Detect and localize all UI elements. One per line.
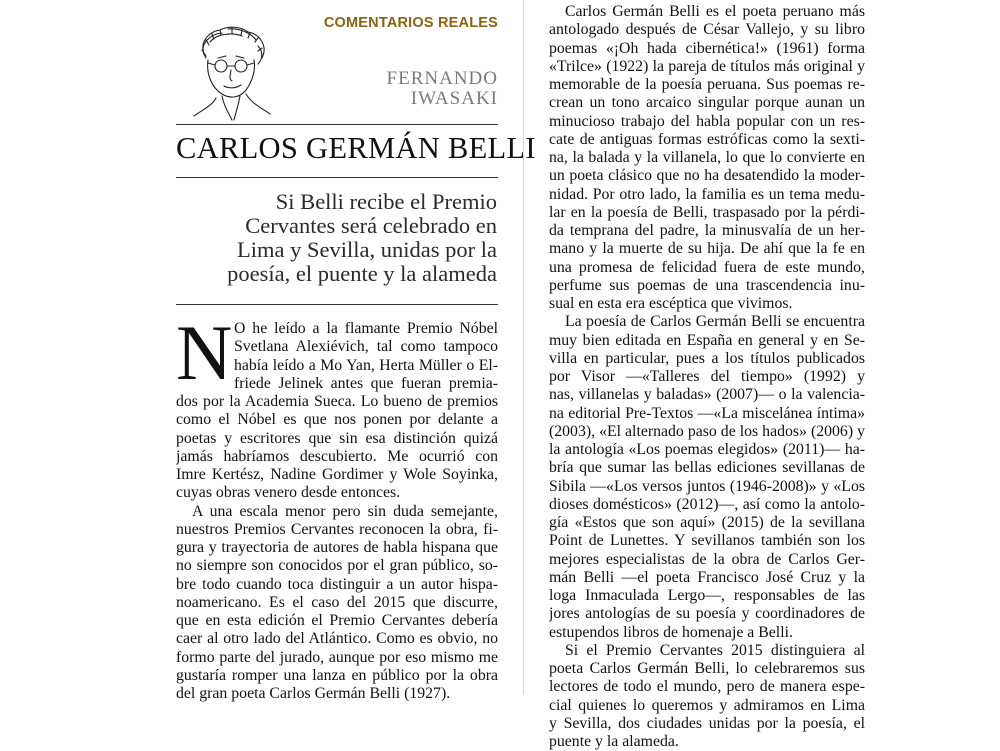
text-line: jamás habríamos descubierto. Me ocurrió con bbox=[176, 447, 498, 465]
text-line: lar en la poesía de Belli, traspasado por la pérdi- bbox=[549, 203, 865, 221]
text-line: poetas y escritores que sin esa distinción quizá bbox=[176, 429, 498, 447]
text-line: friede Jelinek antes que fueran premia- bbox=[234, 374, 498, 392]
text-line: Sibila —«Los versos juntos (1946-2008)» y «Los bbox=[549, 477, 865, 495]
text-line: puente y la alameda. bbox=[549, 733, 679, 750]
subheadline-line: Si Belli recibe el Premio bbox=[275, 189, 497, 214]
author-byline bbox=[300, 69, 498, 109]
text-line: cuyas obras venero desde entonces. bbox=[176, 484, 401, 502]
text-line: loga Inmaculada Lergo—, responsables de las bbox=[549, 587, 865, 604]
text-line: bre todo cuando toca distinguir a un autor hispa- bbox=[176, 575, 498, 593]
text-line: caer al otro lado del Atlántico. Como es obvio, no bbox=[176, 630, 498, 648]
text-line: da temprana del padre, la minusvalía de un her- bbox=[549, 222, 865, 239]
headline-bottom-rule bbox=[176, 177, 498, 178]
headline-top-rule bbox=[176, 124, 498, 125]
text-line: del gran poeta Carlos Germán Belli (1927). bbox=[176, 685, 451, 702]
article-column-1 bbox=[176, 309, 498, 703]
author-portrait-sketch bbox=[188, 24, 274, 122]
text-line: poemas «¡Oh hada cibernética!» (1961) forma bbox=[549, 39, 865, 57]
text-line: memorable de la poesía peruana. Sus poemas re- bbox=[549, 76, 865, 93]
text-line: mán Belli —el poeta Francisco José Cruz y la bbox=[549, 568, 865, 586]
text-line: dos por la Academia Sueca. Lo bueno de premios bbox=[176, 393, 498, 410]
text-line: perfume sus poemas de una trascendencia inu- bbox=[549, 276, 865, 294]
author-last-name: IWASAKI bbox=[410, 88, 498, 109]
text-line: la antología «Los poemas elegidos» (2011)— ha- bbox=[549, 441, 865, 458]
drop-cap: N bbox=[176, 309, 233, 396]
article-column-2 bbox=[549, 3, 865, 751]
text-line: gía «Estos que son aquí» (2015) de la sevillana bbox=[549, 514, 865, 531]
column-divider bbox=[523, 0, 524, 695]
text-line: Carlos Germán Belli es el poeta peruano más bbox=[565, 3, 865, 20]
text-line: O he leído a la flamante Premio Nóbel bbox=[234, 320, 498, 337]
text-line: mejores especialistas de la obra de Carlos Ger- bbox=[549, 550, 865, 568]
text-line: sual en esta era escéptica que vivimos. bbox=[549, 295, 793, 312]
text-line: A una escala menor pero sin duda semejante, bbox=[192, 502, 498, 520]
text-line: crean un tono arcaico singular porque aunan un bbox=[549, 94, 865, 112]
text-line: Svetlana Alexiévich, tal como tampoco bbox=[234, 338, 498, 356]
text-line: antologado después de César Vallejo, y su libro bbox=[549, 21, 865, 39]
text-line: y Sevilla, dos ciudades unidas por la poesía, el bbox=[549, 714, 865, 732]
text-line: formo parte del jurado, aunque por eso mismo me bbox=[176, 648, 498, 666]
subheadline-line: poesía, el puente y la alameda bbox=[227, 261, 497, 286]
text-line: dioses domésticos» (2012)—, así como la antolo- bbox=[549, 495, 865, 513]
text-line: una promesa de felicidad fuera de este mundo, bbox=[549, 258, 865, 276]
text-line: un poeta clásico que no ha desatendido la moder- bbox=[549, 167, 865, 185]
text-line: había leído a Mo Yan, Herta Müller o El- bbox=[234, 356, 498, 374]
subheadline-line: Cervantes será celebrado en bbox=[245, 213, 497, 238]
text-line: Point de Lunettes. Y sevillanos también son los bbox=[549, 532, 865, 550]
section-title: COMENTARIOS REALES bbox=[323, 15, 498, 31]
text-line: nidad. Por otro lado, la familia es un tema medu- bbox=[549, 185, 865, 203]
text-line: jores antologías de su poesía y coordinadores de bbox=[549, 605, 865, 623]
lede-rule bbox=[176, 304, 498, 305]
text-line: poeta Carlos Germán Belli, lo celebraremos sus bbox=[549, 660, 865, 677]
text-line: cate de antiguas formas estróficas como la sexti- bbox=[549, 130, 865, 148]
text-line: minucioso trabajo del habla popular con un res- bbox=[549, 112, 865, 130]
text-line: bría que sumar las bellas ediciones sevillanas de bbox=[549, 459, 865, 477]
text-line: cial quienes lo queremos y admiramos en Lima bbox=[549, 696, 865, 714]
text-line: gura y trayectoria de autores de habla hispana que bbox=[176, 539, 498, 556]
text-line: muy bien editada en España en general y en Se- bbox=[549, 331, 865, 349]
text-line: (2003), «El alternado paso de los hados» (2006) y bbox=[549, 422, 865, 440]
text-line: nas, villanelas y baladas» (2007)— o la valencia- bbox=[549, 386, 865, 404]
text-line: na editorial Pre-Textos —«La miscelánea íntima» bbox=[549, 404, 865, 422]
author-first-name: FERNANDO bbox=[386, 68, 498, 89]
text-line: villa en particular, pues a los títulos publicados bbox=[549, 349, 865, 367]
text-line: como el Nóbel es que nos ponen por delante a bbox=[176, 411, 498, 429]
text-line: Si el Premio Cervantes 2015 distinguiera al bbox=[565, 641, 865, 659]
text-line: no siempre son conocidos por el gran público, so- bbox=[176, 557, 498, 575]
text-line: La poesía de Carlos Germán Belli se encuentra bbox=[565, 313, 865, 331]
text-line: «Trilce» (1922) la pareja de títulos más original y bbox=[549, 57, 865, 75]
text-line: noamericano. Es el caso del 2015 que discurre, bbox=[176, 593, 498, 611]
text-line: lectores de todo el mundo, pero de manera espe- bbox=[549, 678, 865, 696]
text-line: estupendos libros de homenaje a Belli. bbox=[549, 623, 793, 641]
text-line: Imre Kertész, Nadine Gordimer y Wole Soyinka, bbox=[176, 466, 498, 483]
headline: CARLOS GERMÁN BELLI bbox=[176, 131, 536, 165]
subheadline bbox=[205, 190, 497, 286]
text-line: mano y la muerte de su hija. De ahí que la fe en bbox=[549, 240, 865, 258]
text-line: na, la balada y la villanela, lo que lo convierte en bbox=[549, 149, 865, 166]
text-line: nuestros Premios Cervantes reconocen la obra, fi- bbox=[176, 520, 498, 538]
text-line: que en esta edición el Premio Cervantes debería bbox=[176, 612, 498, 629]
text-line: por Visor —«Talleres del tiempo» (1992) y bbox=[549, 368, 865, 385]
text-line: gustaría romper una lanza en público por la obra bbox=[176, 666, 498, 684]
subheadline-line: Lima y Sevilla, unidas por la bbox=[237, 237, 497, 262]
